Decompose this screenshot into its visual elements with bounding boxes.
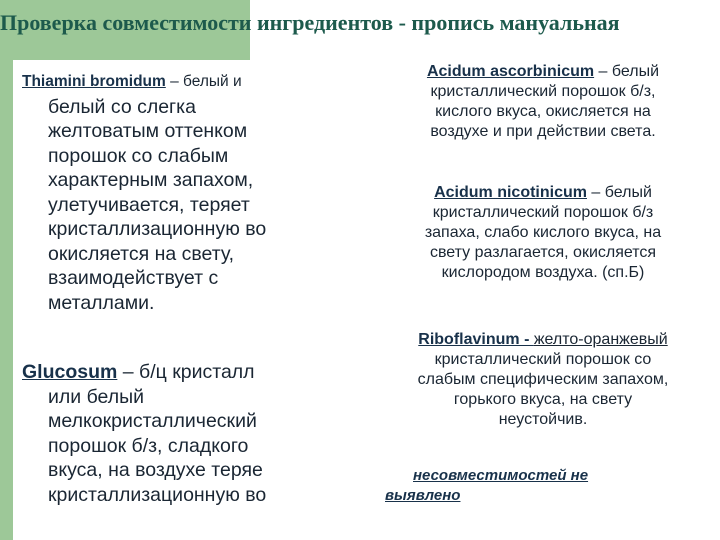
desc-line: свету разлагается, окисляется	[429, 244, 657, 261]
desc-line: кислого вкуса, окисляется на	[435, 103, 651, 120]
ingredient-name: Acidum nicotinicum	[434, 184, 587, 201]
desc-line: кристаллизационную во	[48, 218, 267, 240]
desc-line: порошок б/з, сладкого	[48, 434, 249, 457]
slide-title: Проверка совместимости ингредиентов - пропись мануальная	[0, 10, 620, 35]
left-text-box	[13, 60, 313, 530]
desc-text: – белый и	[165, 73, 242, 90]
nicotinicum-description	[373, 183, 713, 283]
desc-line: металлами.	[48, 291, 155, 314]
desc-line: неустойчив.	[498, 411, 588, 428]
desc-line: воздухе и при действии света.	[430, 123, 656, 140]
thiamini-description	[22, 68, 266, 315]
desc-line: белый со слегка	[48, 95, 196, 118]
riboflavinum-description	[373, 330, 713, 430]
desc-text: – б/ц кристалл	[117, 361, 255, 383]
desc-line: порошок со слабым	[48, 144, 229, 167]
desc-line: вкуса, на воздухе теряе	[48, 459, 263, 481]
desc-line: кислородом воздуха. (сп.Б)	[441, 264, 645, 281]
desc-text: – белый	[586, 184, 652, 201]
desc-line: слабым специфическим запахом,	[417, 371, 669, 388]
ingredient-name: Glucosum	[22, 361, 118, 383]
desc-line: характерным запахом,	[48, 169, 254, 191]
conclusion-note	[385, 466, 588, 506]
desc-text: желто-оранжевый	[533, 331, 668, 348]
left-accent-stripe	[0, 0, 13, 540]
note-line: несовместимостей не	[413, 467, 589, 484]
desc-line: взаимодействует с	[48, 267, 219, 289]
note-line: выявлено	[385, 487, 461, 504]
desc-line: горького вкуса, на свету	[453, 391, 633, 408]
desc-line: кристаллический порошок б/з,	[430, 83, 656, 100]
desc-line: желтоватым оттенком	[48, 120, 248, 142]
desc-line: или белый	[48, 385, 145, 408]
desc-line: кристаллизационную во	[48, 483, 267, 506]
ingredient-name: Riboflavinum -	[418, 331, 534, 348]
desc-line: кристаллический порошок со	[434, 351, 652, 368]
ingredient-name: Thiamini bromidum	[22, 73, 166, 90]
desc-line: окисляется на свету,	[48, 242, 235, 265]
desc-line: мелкокристаллический	[48, 410, 257, 432]
ascorbinicum-description	[373, 62, 713, 142]
desc-line: кристаллический порошок б/з	[432, 204, 654, 221]
desc-line: запаха, слабо кислого вкуса, на	[424, 224, 662, 241]
desc-text: – белый	[594, 63, 660, 80]
desc-line: улетучивается, теряет	[48, 193, 250, 216]
ingredient-name: Acidum ascorbinicum	[426, 63, 595, 80]
glucosum-description	[22, 360, 266, 507]
